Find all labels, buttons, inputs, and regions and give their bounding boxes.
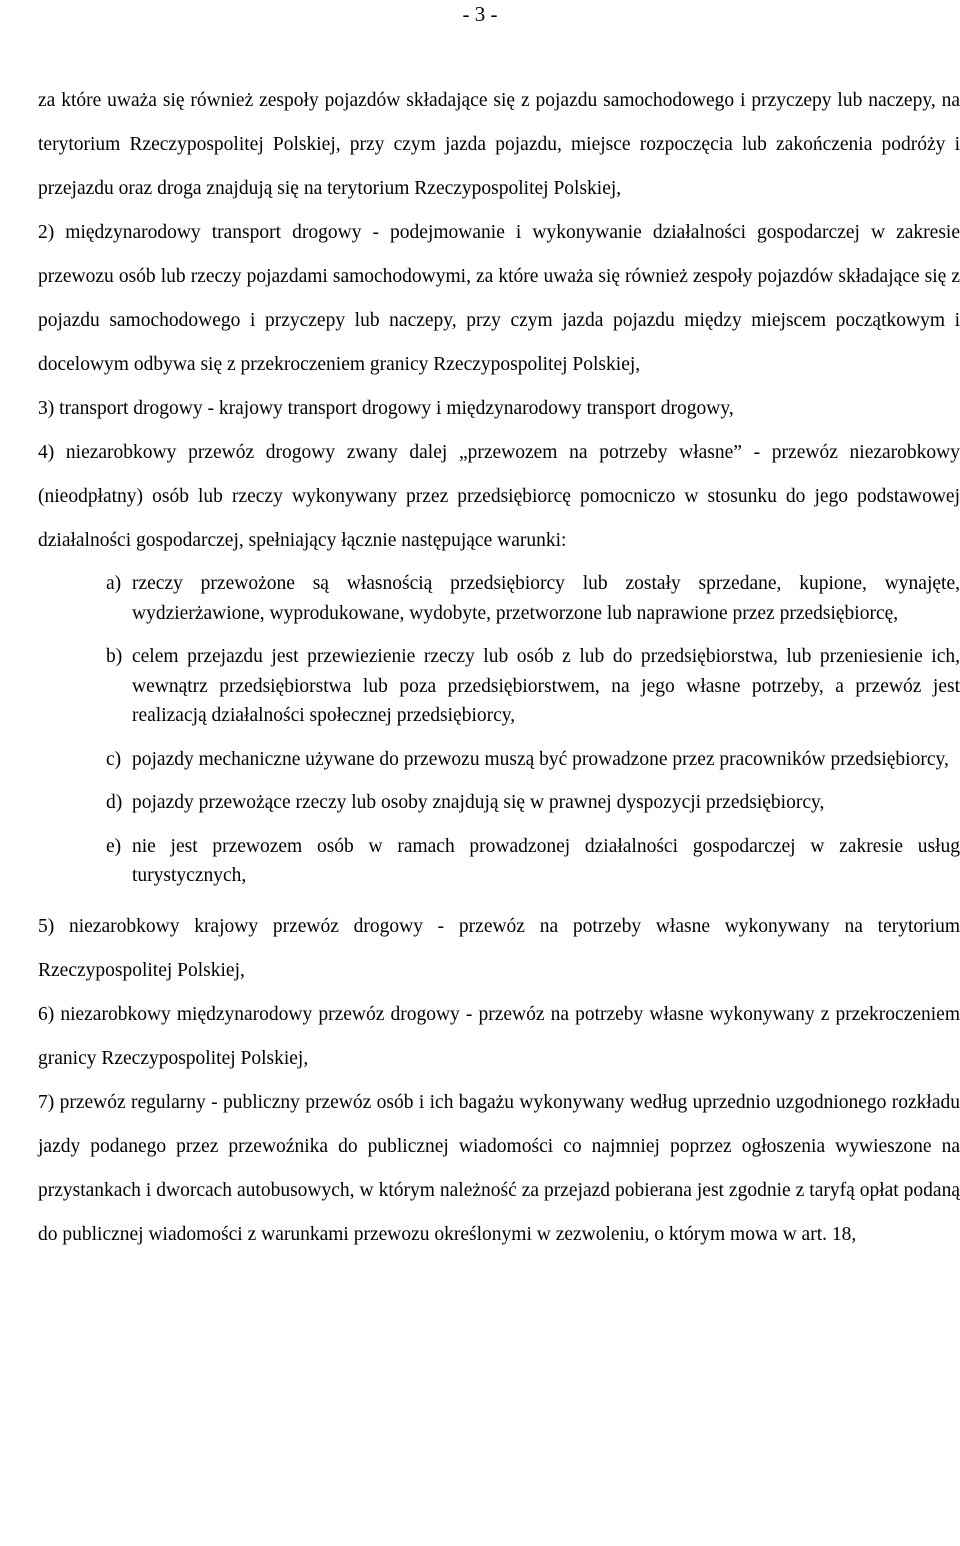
condition-label: b) [106, 646, 123, 667]
condition-item-a [38, 569, 960, 628]
condition-label: d) [106, 792, 123, 813]
definition-item-3: 3) transport drogowy - krajowy transport drogowy i międzynarodowy transport drogowy, [38, 398, 734, 419]
definition-item-4: 4) niezarobkowy przewóz drogowy zwany dalej „przewozem na potrzeby własne” - przewóz niezarobkowy (nieodpłatny) osób lub rzeczy wykonywany przez przedsiębiorcę pomocniczo w stosunku do jego podstawowej działalności gospodarczej, spełniający łącznie następujące warunki: [38, 442, 960, 551]
definition-item-2: 2) międzynarodowy transport drogowy - podejmowanie i wykonywanie działalności gospodarczej w zakresie przewozu osób lub rzeczy pojazdami samochodowymi, za które uważa się również zespoły pojazdów składające się z pojazdu samochodowego i przyczepy lub naczepy, przy czym jazda pojazdu między miejscem początkowym i docelowym odbywa się z przekroczeniem granicy Rzeczypospolitej Polskiej, [38, 222, 960, 375]
condition-item-c [38, 745, 960, 775]
condition-text: pojazdy mechaniczne używane do przewozu muszą być prowadzone przez pracowników przedsiębiorcy, [132, 748, 949, 770]
document-body [38, 79, 960, 1257]
condition-label: e) [106, 835, 122, 857]
condition-label: c) [106, 748, 122, 770]
condition-label: a) [106, 573, 122, 594]
condition-text: nie jest przewozem osób w ramach prowadzonej działalności gospodarczej w zakresie usług turystycznych, [132, 835, 960, 886]
paragraph-continuation: za które uważa się również zespoły pojazdów składające się z pojazdu samochodowego i przyczepy lub naczepy, na terytorium Rzeczypospolitej Polskiej, przy czym jazda pojazdu, miejsce rozpoczęcia lub zakończenia podróży i przejazdu oraz droga znajdują się na terytorium Rzeczypospolitej Polskiej, [38, 90, 960, 199]
conditions-list [38, 569, 960, 891]
condition-item-e [38, 832, 960, 891]
condition-text: rzeczy przewożone są własnością przedsiębiorcy lub zostały sprzedane, kupione, wynajęte, wydzierżawione, wyprodukowane, wydobyte, przetworzone lub naprawione przez przedsiębiorcę, [132, 573, 960, 624]
condition-text: celem przejazdu jest przewiezienie rzeczy lub osób z lub do przedsiębiorstwa, lub przeniesienie ich, wewnątrz przedsiębiorstwa lub poza przedsiębiorstwem, na jego własne potrzeby, a przewóz jest realizacją działalności społecznej przedsiębiorcy, [132, 646, 960, 726]
definition-item-6: 6) niezarobkowy międzynarodowy przewóz drogowy - przewóz na potrzeby własne wykonywany z przekroczeniem granicy Rzeczypospolitej Polskiej, [38, 1003, 960, 1069]
condition-item-d [38, 788, 960, 818]
page-number: - 3 - [462, 2, 498, 26]
condition-text: pojazdy przewożące rzeczy lub osoby znajdują się w prawnej dyspozycji przedsiębiorcy, [132, 792, 825, 813]
definition-item-7: 7) przewóz regularny - publiczny przewóz osób i ich bagażu wykonywany według uprzednio uzgodnionego rozkładu jazdy podanego przez przewoźnika do publicznej wiadomości co najmniej poprzez ogłoszenia wywieszone na przystankach i dworcach autobusowych, w którym należność za przejazd pobierana jest zgodnie z taryfą opłat podaną do publicznej wiadomości z warunkami przewozu określonymi w zezwoleniu, o którym mowa w art. 18, [38, 1091, 960, 1245]
condition-item-b [38, 642, 960, 731]
definition-item-5: 5) niezarobkowy krajowy przewóz drogowy - przewóz na potrzeby własne wykonywany na terytorium Rzeczypospolitej Polskiej, [38, 915, 960, 981]
